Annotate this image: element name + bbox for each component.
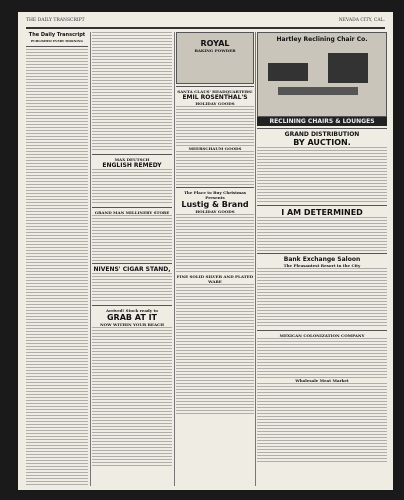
baking-powder-ad	[176, 32, 254, 84]
ad-text	[257, 338, 387, 378]
ad-heading: SANTA CLAUS' HEADQUARTERS!	[177, 89, 253, 94]
ad-heading: BY AUCTION.	[293, 138, 351, 147]
ad-text	[257, 383, 387, 463]
ad-heading: RECLINING CHAIRS & LOUNGES	[257, 117, 387, 126]
ad-text	[257, 147, 387, 203]
ad-heading: MEXICAN COLONIZATION COMPANY	[279, 333, 365, 338]
ad-heading: EMIL ROSENTHAL'S	[182, 94, 248, 101]
ad-heading: HOLIDAY GOODS	[195, 209, 235, 214]
ad-text	[176, 284, 254, 414]
ad-heading: FINE SOLID SILVER AND PLATED WARE	[176, 274, 254, 284]
news-text	[92, 32, 172, 152]
ad-heading: Arrived! Stock ready to	[106, 308, 158, 313]
ad-text	[92, 169, 172, 205]
paper-subtitle: PUBLISHED EVERY MORNING	[30, 39, 84, 43]
masthead-right: NEVADA CITY, CAL.	[338, 18, 385, 23]
ad-heading: MAX DEUTSCH	[114, 157, 150, 162]
ad-heading: GRAND MAN MILLINERY STORE	[94, 210, 170, 215]
ad-heading: Lustig & Brand	[181, 200, 249, 209]
column-rule	[255, 32, 256, 486]
column-4	[257, 32, 387, 486]
ad-text	[176, 214, 254, 274]
reclining-chair-ad	[257, 32, 387, 117]
news-text	[26, 49, 88, 486]
ad-heading: I AM DETERMINED	[281, 208, 363, 217]
ad-text	[92, 327, 172, 467]
ad-heading: HOLIDAY GOODS	[195, 101, 235, 106]
ad-heading: ENGLISH REMEDY	[102, 162, 162, 169]
paper-title: The Daily Transcript	[28, 32, 86, 38]
ad-heading: NIVENS' CIGAR STAND,	[93, 266, 171, 273]
column-3	[176, 32, 254, 486]
ad-text	[257, 217, 387, 251]
column-2	[92, 32, 172, 486]
ad-heading: GRAND DISTRIBUTION	[284, 131, 360, 138]
ad-heading: The Place to Buy Christmas Presents	[183, 190, 247, 200]
ad-heading: Wholesale Meat Market	[295, 378, 349, 383]
ad-heading: Bank Exchange Saloon	[283, 256, 361, 263]
ad-text	[176, 151, 254, 185]
newspaper-page	[18, 12, 393, 490]
ad-heading: GRAB AT IT	[106, 313, 158, 322]
ad-heading: The Pleasantest Resort in the City	[283, 263, 361, 268]
ad-text	[92, 215, 172, 261]
ad-heading: NOW WITHIN YOUR REACH	[99, 322, 165, 327]
ad-heading: MEERSCHAUM GOODS	[188, 146, 242, 151]
masthead	[26, 15, 385, 29]
ad-heading: BAKING POWDER	[194, 48, 236, 53]
ad-text	[92, 273, 172, 303]
ad-heading: ROYAL	[200, 39, 230, 48]
chair-illustration-icon	[258, 43, 378, 103]
column-1	[26, 32, 88, 486]
column-rule	[90, 32, 91, 486]
column-rule	[174, 32, 175, 486]
ad-text	[176, 106, 254, 146]
ad-heading: Hartley Reclining Chair Co.	[276, 36, 368, 43]
masthead-left: THE DAILY TRANSCRIPT	[26, 18, 85, 23]
ad-text	[257, 268, 387, 328]
